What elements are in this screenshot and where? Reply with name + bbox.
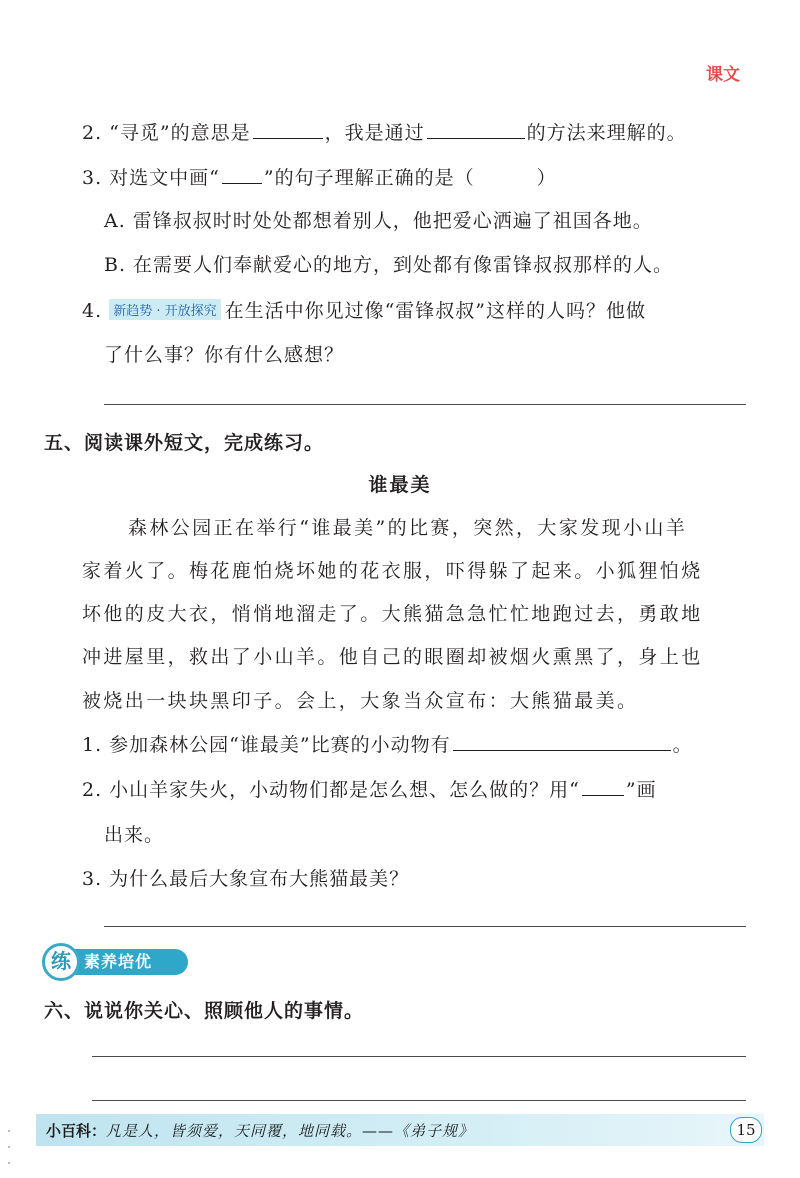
practice-icon: 练 [42, 943, 80, 981]
section-5-question-2 [82, 775, 657, 802]
question-3 [82, 163, 557, 190]
scan-mark [8, 1130, 10, 1132]
page-number: 15 [730, 1117, 762, 1143]
question-4-line-2: 了什么事？你有什么感想？ [104, 344, 345, 366]
answer-line[interactable] [92, 1100, 746, 1101]
badge-label: 素养培优 [68, 949, 188, 975]
section-5-question-1 [82, 730, 693, 757]
section-5-question-1-text: 1. 参加森林公园“谁最美”比赛的小动物有 [82, 734, 451, 756]
question-2-text-a: 2. “寻觅”的意思是 [82, 122, 251, 144]
section-5-question-2-line-2: 出来。 [104, 824, 165, 846]
question-3-text-b: ”的句子理解正确的是（ [263, 167, 475, 189]
answer-blank[interactable] [453, 749, 671, 751]
section-5-question-1-end: 。 [672, 734, 693, 756]
answer-line[interactable] [92, 1056, 746, 1057]
question-2-text-c: 的方法来理解的。 [526, 122, 687, 144]
option-b[interactable]: B. 在需要人们奉献爱心的地方，到处都有像雷锋叔叔那样的人。 [104, 254, 674, 276]
story-title: 谁最美 [368, 474, 432, 496]
section-5-question-3: 3. 为什么最后大象宣布大熊猫最美？ [82, 868, 410, 890]
question-3-text-a: 3. 对选文中画“ [82, 167, 220, 189]
answer-blank[interactable] [253, 137, 323, 139]
story-line: 被烧出一块块黑印子。会上，大象当众宣布：大熊猫最美。 [82, 690, 639, 712]
open-inquiry-tag: 新趋势 · 开放探究 [109, 299, 220, 320]
question-2 [82, 118, 687, 145]
section-5-title: 五、阅读课外短文，完成练习。 [44, 432, 325, 454]
scan-mark [8, 1162, 10, 1164]
question-4-number: 4. [82, 300, 103, 322]
story-line: 冲进屋里，救出了小山羊。他自己的眼圈却被烟火熏黑了，身上也 [82, 646, 703, 668]
footer-bar [36, 1114, 764, 1146]
question-2-text-b: ，我是通过 [324, 122, 425, 144]
scan-mark [8, 1146, 10, 1148]
section-5-question-2-text-b: ”画 [625, 779, 657, 801]
section-6-title: 六、说说你关心、照顾他人的事情。 [44, 1000, 365, 1022]
practice-badge [42, 943, 192, 983]
answer-line[interactable] [104, 926, 746, 927]
question-4 [82, 296, 646, 323]
underline-mark [222, 182, 262, 184]
footer-quote: 凡是人，皆须爱，天同覆，地同载。——《弟子规》 [106, 1122, 475, 1140]
story-line: 家着火了。梅花鹿怕烧坏她的花衣服，吓得躲了起来。小狐狸怕烧 [82, 560, 703, 582]
answer-blank[interactable] [427, 137, 525, 139]
answer-line[interactable] [104, 404, 746, 405]
section-5-question-2-text-a: 2. 小山羊家失火，小动物们都是怎么想、怎么做的？用“ [82, 779, 580, 801]
question-3-text-c: ） [536, 167, 557, 189]
underline-mark [582, 794, 624, 796]
story-line: 坏他的皮大衣，悄悄地溜走了。大熊猫急急忙忙地跑过去，勇敢地 [82, 603, 703, 625]
story-line: 森林公园正在举行“谁最美”的比赛，突然，大家发现小山羊 [128, 517, 688, 539]
option-a[interactable]: A. 雷锋叔叔时时处处都想着别人，他把爱心洒遍了祖国各地。 [104, 210, 653, 232]
question-4-line-1: 在生活中你见过像“雷锋叔叔”这样的人吗？他做 [224, 300, 647, 322]
footer-label: 小百科： [46, 1122, 107, 1140]
chapter-label: 课文 [706, 65, 740, 85]
